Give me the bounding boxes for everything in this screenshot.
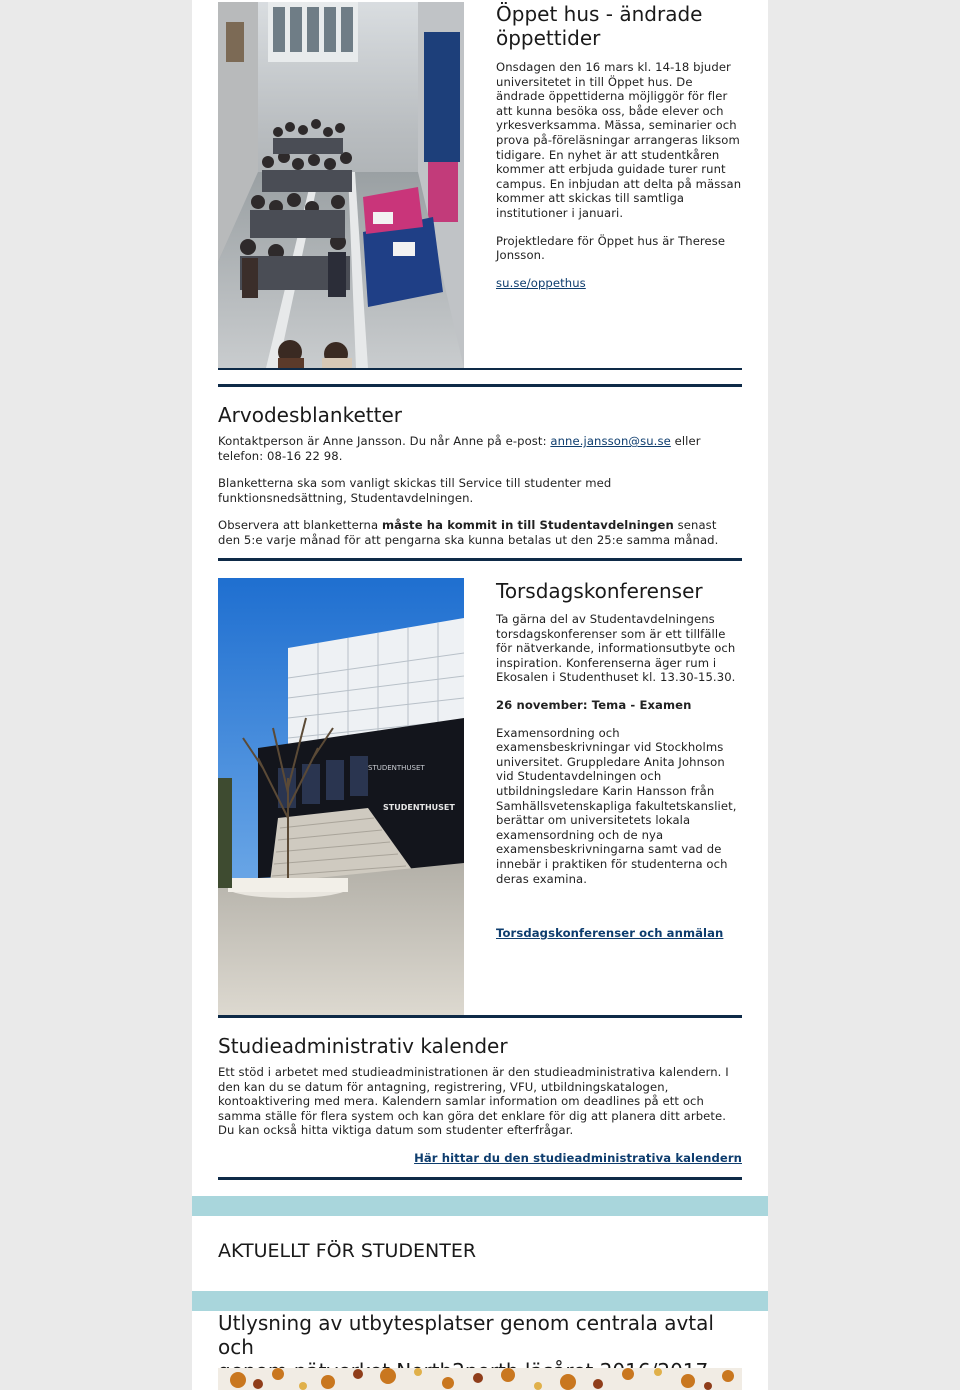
studenthuset-photo — [218, 578, 464, 1016]
open-house-paragraph: Onsdagen den 16 mars kl. 14-18 bjuder universitetet in till Öppet hus. De ändrade öppettiderna möjliggör för fler att kunna besöka oss, både elever och yrkesverksamma. Mässa, seminarier och prova på-föreläsningar arrangeras liksom tidigare. En nyhet är att studentkåren kommer att erbjuda guidade turer runt campus. En inbjudan att delta på mässan kommer att skickas till samtliga institutioner i januari. — [496, 60, 742, 220]
exchange-title-line1: Utlysning av utbytesplatser genom centrala avtal och — [218, 1311, 714, 1359]
open-house-project-lead: Projektledare för Öppet hus är Therese Jonsson. — [496, 233, 726, 263]
fee-forms-contact — [218, 434, 742, 463]
news-for-students-title: AKTUELLT FÖR STUDENTER — [218, 1240, 477, 1262]
divider — [218, 368, 742, 370]
open-house-title-line1: Öppet hus - ändrade — [496, 2, 703, 26]
deadline-prefix: Observera att blanketterna — [218, 518, 382, 533]
deadline-emphasis: måste ha kommit in till Studentavdelningen — [381, 518, 674, 533]
open-house-article — [496, 2, 742, 290]
calendar-article — [218, 1033, 742, 1166]
section-banner — [192, 1291, 768, 1311]
thursday-conferences-body: Examensordning och examensbeskrivningar vid Stockholms universitet. Gruppledare Anita Johnson vid Studentavdelningen och utbildningsledare Karin Hansson från Samhällsvetenskapliga fakultetskansliet, berättar om universitetets lokala examensordning och de nya examensbeskrivningarna samt vad de innebär i praktiken för studenterna och deras examina. — [496, 725, 737, 886]
calendar-body: Ett stöd i arbetet med studieadministrationen är den studieadministrativa kalendern. I den kan du se datum för antagning, registrering, VFU, utbildningskatalogen, kontoaktivering med mera. Kalendern samlar information om deadlines på ett och samma ställe för flera system och kan göra det enklare för dig att planera ditt arbete. Du kan också hitta viktiga datum som studenter efterfrågar. — [218, 1065, 729, 1138]
section-banner — [192, 1196, 768, 1216]
thursday-conferences-link[interactable]: Torsdagskonferenser och anmälan — [496, 926, 724, 941]
thursday-conferences-title: Torsdagskonferenser — [496, 579, 703, 603]
open-house-photo — [218, 2, 464, 368]
open-house-link[interactable]: su.se/oppethus — [496, 275, 586, 290]
contact-prefix: Kontaktperson är Anne Jansson. Du når Anne på e-post: — [218, 434, 551, 448]
thursday-conferences-article — [496, 578, 742, 941]
open-house-title-line2: öppettider — [496, 26, 601, 50]
divider — [218, 1177, 742, 1180]
fee-forms-title: Arvodesblanketter — [218, 403, 402, 427]
deadline-suffix: senast den 5:e varje månad för att pengarna ska kunna betalas ut den 25:e samma månad. — [218, 518, 719, 547]
contact-suffix: eller telefon: 08-16 22 98. — [218, 434, 701, 463]
divider — [218, 558, 742, 561]
fee-forms-article — [218, 402, 742, 548]
contact-email-link[interactable]: anne.jansson@su.se — [550, 434, 671, 448]
calendar-title: Studieadministrativ kalender — [218, 1034, 508, 1058]
news-for-students-heading — [218, 1238, 742, 1264]
thursday-conferences-date: 26 november: Tema - Examen — [496, 697, 692, 712]
autumn-leaves-photo — [218, 1368, 742, 1390]
fee-forms-deadline — [218, 518, 742, 547]
fee-forms-send-info: Blanketterna ska som vanligt skickas till Service till studenter med funktionsnedsättning, Studentavdelningen. — [218, 476, 612, 505]
divider — [218, 384, 742, 387]
divider — [218, 1015, 742, 1018]
building-sign-lower: STUDENTHUSET — [383, 803, 455, 812]
open-house-title — [496, 2, 742, 50]
calendar-link[interactable]: Här hittar du den studieadministrativa kalendern — [414, 1150, 742, 1165]
thursday-conferences-intro: Ta gärna del av Studentavdelningens torsdagskonferenser som är ett tillfälle för nätverkande, informationsutbyte och inspiration. Konferenserna äger rum i Ekosalen i Studenthuset kl. 13.30-15.30. — [496, 612, 736, 685]
building-sign-upper: STUDENTHUSET — [368, 764, 425, 772]
newsletter-page — [192, 0, 768, 1390]
